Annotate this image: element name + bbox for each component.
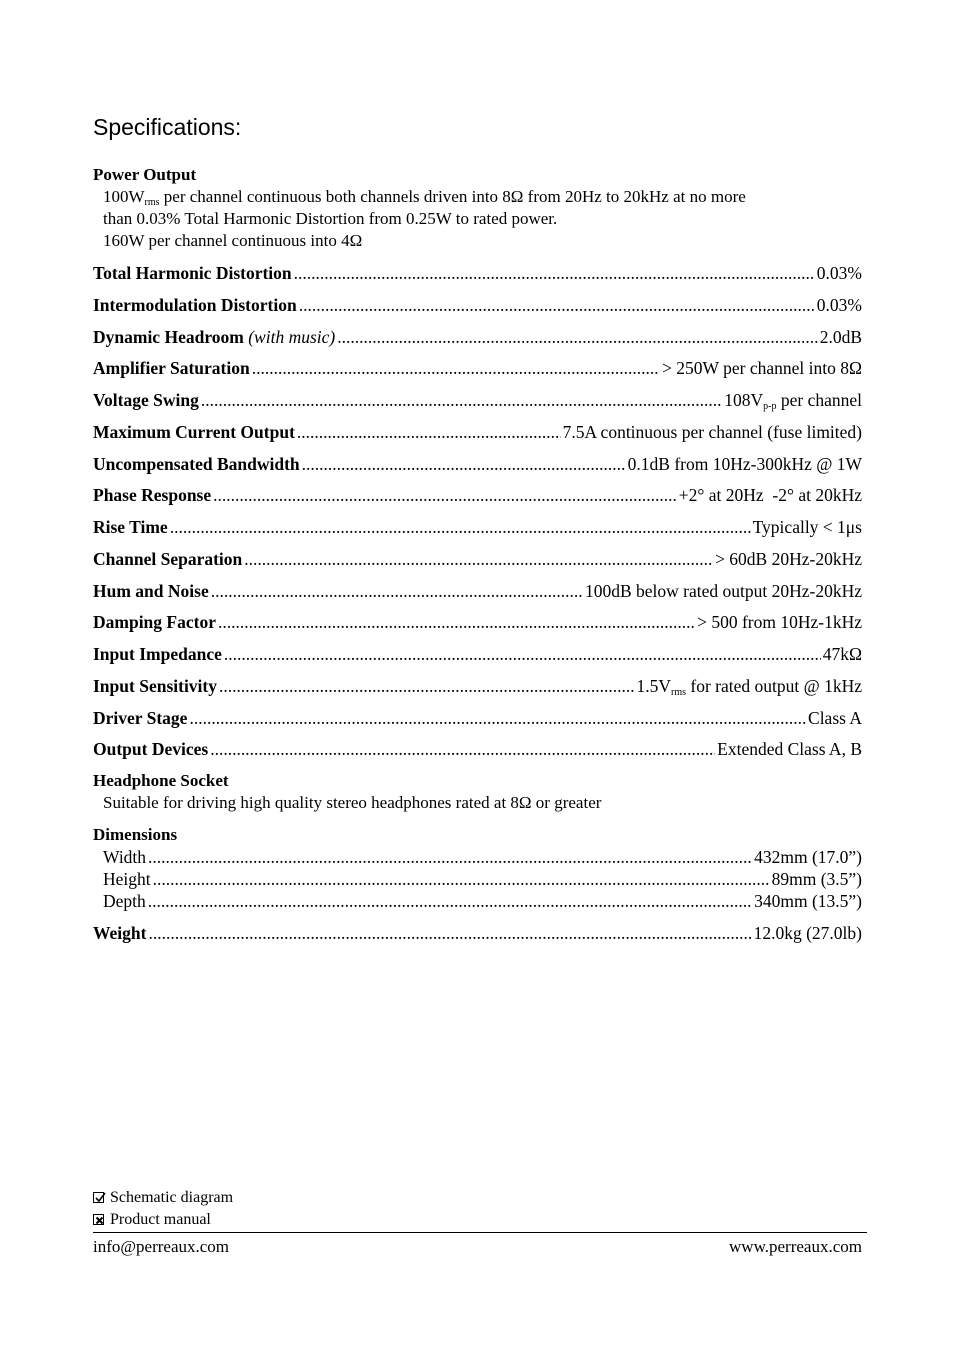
headphone-text: Suitable for driving high quality stereo headphones rated at 8Ω or greater	[103, 793, 602, 812]
power-output-line-3: 160W per channel continuous into 4Ω	[103, 231, 363, 250]
spec-row-channel-separation: Channel Separation ..... > 60dB 20Hz-20kHz	[93, 548, 862, 570]
spec-row-hum-noise: Hum and Noise ..... 100dB below rated output 20Hz-20kHz	[93, 580, 862, 602]
checkbox-checked-icon	[93, 1192, 104, 1203]
spec-row-phase-response: Phase Response ..... +2° at 20Hz -2° at 20kHz	[93, 484, 862, 506]
dimension-row-depth: Depth ..... 340mm (13.5”)	[103, 890, 862, 912]
power-output-line-1: $100W_{rms}$ per channel continuous both channels driven into 8Ω from 20Hz to 20kHz at no more	[103, 187, 746, 208]
headphone-heading: Headphone Socket	[93, 771, 229, 790]
checklist-item-schematic: Schematic diagram	[93, 1187, 233, 1209]
footer-divider	[93, 1232, 867, 1233]
spec-row-damping-factor: Damping Factor ..... > 500 from 10Hz-1kHz	[93, 611, 862, 633]
headphone-section	[93, 770, 863, 814]
spec-row-amplifier-saturation: Amplifier Saturation ..... > 250W per channel into 8Ω	[93, 357, 862, 379]
spec-row-input-sensitivity: Input Sensitivity ..... $1.5V_{rms}$ for rated output @ 1kHz	[93, 675, 862, 697]
spec-row-voltage-swing: Voltage Swing ..... $108V_{p-p}$ per channel	[93, 389, 862, 411]
spec-row-imd: Intermodulation Distortion ..... 0.03%	[93, 294, 862, 316]
power-output-section	[93, 164, 863, 252]
dimension-row-width: Width ..... 432mm (17.0”)	[103, 846, 862, 868]
page-title: Specifications:	[93, 114, 242, 140]
spec-row-bandwidth: Uncompensated Bandwidth ..... 0.1dB from 10Hz-300kHz @ 1W	[93, 453, 862, 475]
footer-website: www.perreaux.com	[729, 1237, 862, 1256]
spec-row-rise-time: Rise Time ..... Typically < 1μs	[93, 516, 862, 538]
dimension-row-height: Height ..... 89mm (3.5”)	[103, 868, 862, 890]
footer-email: info@perreaux.com	[93, 1237, 230, 1256]
dimensions-heading: Dimensions	[93, 825, 178, 844]
spec-row-max-current: Maximum Current Output ..... 7.5A continuous per channel (fuse limited)	[93, 421, 862, 443]
spec-row-dynamic-headroom: Dynamic Headroom (with music) ..... 2.0dB	[93, 326, 862, 348]
document-checklist	[93, 1187, 233, 1231]
spec-row-output-devices: Output Devices ..... Extended Class A, B	[93, 738, 862, 760]
spec-row-driver-stage: Driver Stage ..... Class A	[93, 707, 862, 729]
power-output-line-2: than 0.03% Total Harmonic Distortion from 0.25W to rated power.	[103, 209, 558, 228]
spec-row-input-impedance: Input Impedance ..... 47kΩ	[93, 643, 862, 665]
checklist-item-manual: Product manual	[93, 1209, 233, 1231]
checkbox-crossed-icon	[93, 1214, 104, 1225]
spec-row-weight: Weight ..... 12.0kg (27.0lb)	[93, 922, 862, 944]
power-output-heading: Power Output	[93, 165, 197, 184]
spec-row-thd: Total Harmonic Distortion ..... 0.03%	[93, 262, 862, 284]
